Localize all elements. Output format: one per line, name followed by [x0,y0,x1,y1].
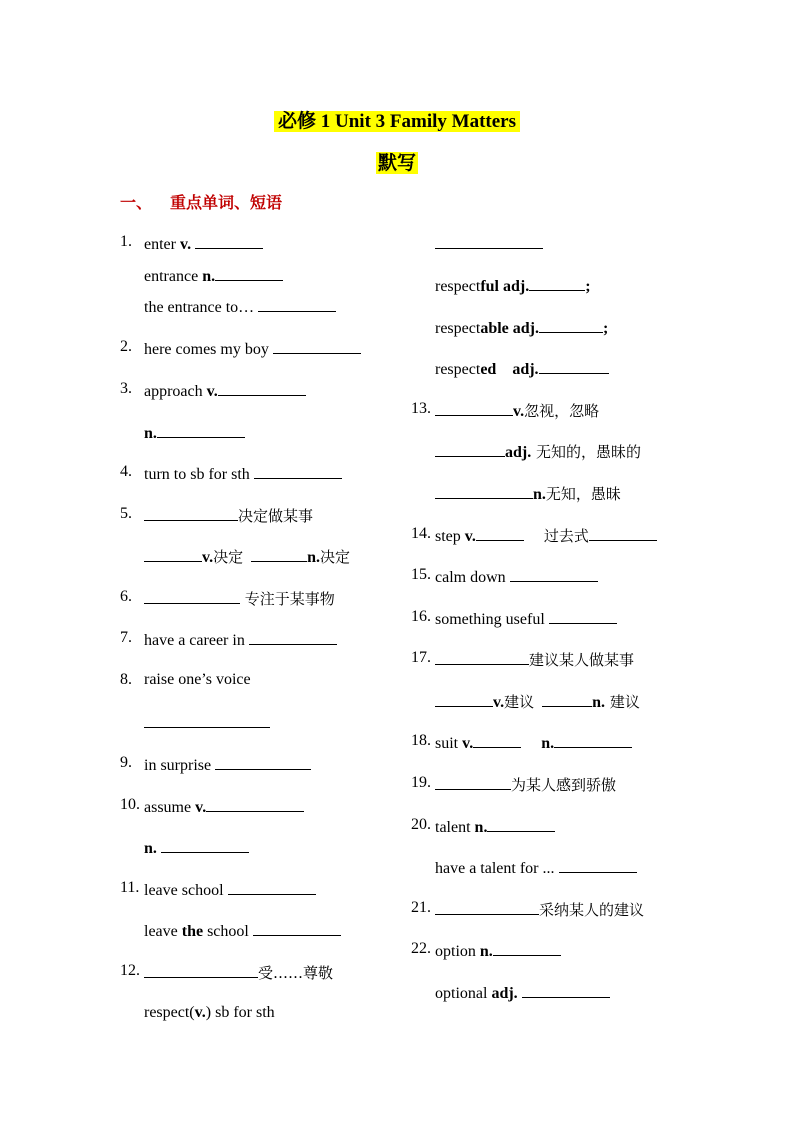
list-item [144,711,270,734]
answer-blank[interactable] [476,524,524,541]
list-item: respect(v.) sb for sth [144,1004,275,1021]
answer-blank[interactable] [253,919,341,936]
answer-blank[interactable] [435,898,539,915]
answer-blank[interactable] [144,961,258,978]
list-item [435,232,543,255]
answer-blank[interactable] [251,545,307,562]
answer-blank[interactable] [206,795,304,812]
answer-blank[interactable] [542,690,592,707]
list-item: v.决定 n.决定 [144,545,350,568]
list-item: the entrance to… [144,295,336,318]
page-subtitle: 默写 [377,152,416,174]
answer-blank[interactable] [258,295,336,312]
list-item: n. [144,421,245,444]
answer-blank[interactable] [435,482,533,499]
answer-blank[interactable] [435,399,513,416]
answer-blank[interactable] [144,545,202,562]
list-item: entrance n. [144,264,283,287]
answer-blank[interactable] [215,753,311,770]
list-item: have a talent for ... [435,856,637,879]
answer-blank[interactable] [559,856,637,873]
answer-blank[interactable] [435,232,543,249]
answer-blank[interactable] [144,587,240,604]
list-item: respected adj. [435,357,609,380]
list-item: adj. 无知的，愚昧的 [435,440,641,463]
list-item: n. [144,836,249,859]
answer-blank[interactable] [215,264,283,281]
answer-blank[interactable] [522,981,610,998]
answer-blank[interactable] [254,462,342,479]
answer-blank[interactable] [157,421,245,438]
answer-blank[interactable] [493,939,561,956]
list-item: respectable adj. ; [435,316,608,339]
answer-blank[interactable] [539,316,603,333]
answer-blank[interactable] [487,815,555,832]
list-item: n.无知，愚昧 [435,482,621,505]
answer-blank[interactable] [510,565,598,582]
answer-blank[interactable] [435,773,511,790]
list-item: v.建议 n. 建议 [435,690,640,713]
answer-blank[interactable] [529,274,585,291]
list-item: optional adj. [435,981,610,1004]
list-item: leave the school [144,919,341,942]
answer-blank[interactable] [539,357,609,374]
answer-blank[interactable] [249,628,337,645]
answer-blank[interactable] [144,504,238,521]
answer-blank[interactable] [228,878,316,895]
page-title: 必修 1 Unit 3 Family Matters [0,106,794,133]
answer-blank[interactable] [273,337,361,354]
answer-blank[interactable] [218,379,306,396]
answer-blank[interactable] [144,711,270,728]
answer-blank[interactable] [473,731,521,748]
list-item: respectful adj. ; [435,274,591,297]
answer-blank[interactable] [549,607,617,624]
answer-blank[interactable] [435,648,529,665]
answer-blank[interactable] [589,524,657,541]
answer-blank[interactable] [195,232,263,249]
answer-blank[interactable] [161,836,249,853]
answer-blank[interactable] [435,690,493,707]
answer-blank[interactable] [554,731,632,748]
section-heading: 一、 重点单词、短语 [120,193,283,212]
answer-blank[interactable] [435,440,505,457]
